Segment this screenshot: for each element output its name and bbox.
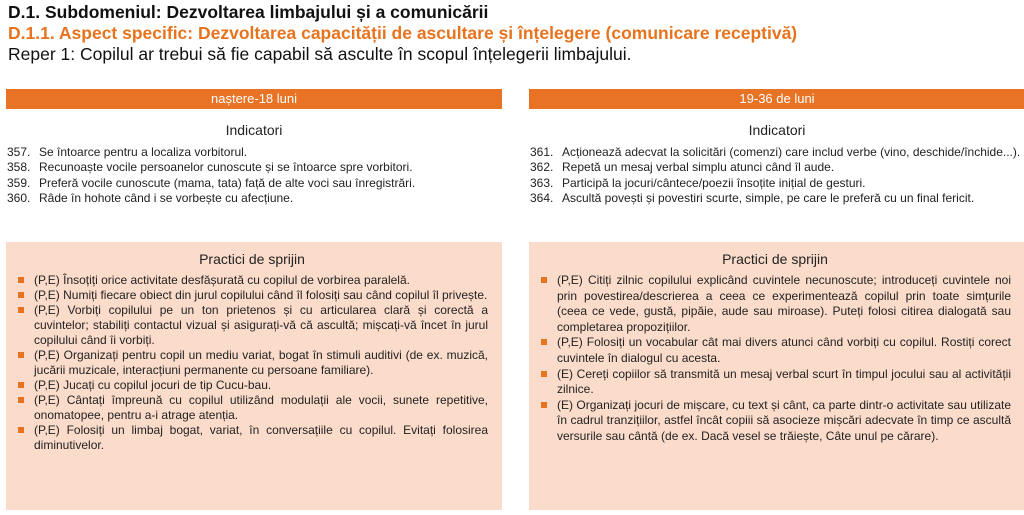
indicator-text: Recunoaște vocile persoanelor cunoscute și se întoarce spre vorbitori. xyxy=(39,160,413,175)
practice-item xyxy=(16,288,488,303)
practice-item xyxy=(539,367,1011,398)
practice-item xyxy=(16,348,488,378)
practice-text: (P,E) Vorbiți copilului pe un ton prietenos și cu articularea clară și corectă a cuvintelor; stabiliți contactul vizual și asigurați-vă că ascultă; mișcați-vă încet în jurul copilului când îi vorbiți. xyxy=(34,303,488,347)
indicator-number: 357. xyxy=(7,145,31,159)
practices-panel-right xyxy=(529,242,1024,510)
practice-text: (P,E) Însoțiți orice activitate desfășurată cu copilul de vorbirea paralelă. xyxy=(34,273,410,287)
practices-title-left: Practici de sprijin xyxy=(199,251,305,267)
square-bullet-icon xyxy=(18,352,24,358)
square-bullet-icon xyxy=(541,339,547,345)
practice-text: (P,E) Folosiți un limbaj bogat, variat, în conversațiile cu copilul. Evitați folosirea diminutivelor. xyxy=(34,423,488,452)
square-bullet-icon xyxy=(18,277,24,283)
practice-item xyxy=(16,273,488,288)
practice-text: (P,E) Cântați împreună cu copilul utilizând modulații ale vocii, sunete repetitive, onomatopee, pentru a-i atrage atenția. xyxy=(34,393,488,422)
square-bullet-icon xyxy=(18,427,24,433)
indicator-number: 360. xyxy=(7,190,31,205)
practices-title-right: Practici de sprijin xyxy=(722,251,828,267)
practice-text: (P,E) Organizați pentru copil un mediu variat, bogat în stimuli auditivi (de ex. muzică, jucării muzicale, interacțiuni permanente cu persoane familiare). xyxy=(34,348,488,377)
indicator-text: Repetă un mesaj verbal simplu atunci când îl aude. xyxy=(562,160,835,175)
indicator-number: 362. xyxy=(530,160,554,175)
indicator-text: Se întoarce pentru a localiza vorbitorul. xyxy=(39,145,248,159)
practices-panel-left xyxy=(6,242,502,510)
practice-text: (E) Organizați jocuri de mișcare, cu text și cânt, ca parte dintr-o activitate sau utilizate în cadrul tranzițiilor, astfel încât copiii să asocieze mișcări adecvate în timp ce ascultă versurile sau cântă (de ex. Dacă vesel se trăiește, Câte unul pe cărare). xyxy=(557,397,1011,443)
indicator-item xyxy=(7,145,502,160)
reper-heading: Reper 1: Copilul ar trebui să fie capabil să asculte în scopul înțelegerii limbajului. xyxy=(8,44,632,64)
indicator-item xyxy=(7,160,502,175)
practice-item xyxy=(16,423,488,453)
indicator-number: 359. xyxy=(7,175,31,190)
practice-item xyxy=(539,273,1011,335)
practice-item xyxy=(539,398,1011,445)
indicator-text: Participă la jocuri/cântece/poezii însoțite inițial de gesturi. xyxy=(562,175,866,190)
indicator-item xyxy=(530,160,1024,175)
square-bullet-icon xyxy=(18,382,24,388)
indicator-number: 358. xyxy=(7,160,31,175)
practices-list-left xyxy=(16,273,488,453)
square-bullet-icon xyxy=(18,397,24,403)
practice-item xyxy=(16,393,488,423)
practice-text: (P,E) Folosiți un vocabular cât mai divers atunci când vorbiți cu copilul. Rostiți corect cuvintele în dialogul cu acesta. xyxy=(557,335,1011,365)
indicator-item xyxy=(530,191,1024,206)
age-bar-left: naștere-18 luni xyxy=(6,89,502,109)
practice-text: (P,E) Citiți zilnic copilului explicând cuvintele necunoscute; introduceți cuvintele noi prin povestirea/descrierea a ceea ce experimentează copilul prin toate simțurile (ceea ce vede, gustă, pipăie, aude sau miroase). Puteți folosi citirea dialogată sau completarea propozițiilor. xyxy=(557,273,1011,334)
aspect-heading: D.1.1. Aspect specific: Dezvoltarea capacității de ascultare și înțelegere (comunicare receptivă) xyxy=(8,23,798,43)
indicator-item xyxy=(530,176,1024,191)
square-bullet-icon xyxy=(18,292,24,298)
indicator-number: 361. xyxy=(530,145,554,159)
indicator-item xyxy=(530,145,1024,160)
indicators-title-right: Indicatori xyxy=(748,122,806,138)
practice-item xyxy=(539,335,1011,366)
age-bar-right: 19-36 de luni xyxy=(529,89,1024,109)
indicator-number: 363. xyxy=(530,175,554,190)
indicator-item xyxy=(7,176,502,191)
practice-item xyxy=(16,303,488,348)
indicator-text: Preferă vocile cunoscute (mama, tata) față de alte voci sau înregistrări. xyxy=(39,175,416,190)
square-bullet-icon xyxy=(541,402,547,408)
practice-text: (E) Cereți copiilor să transmită un mesaj verbal scurt în timpul jocului sau al activității zilnice. xyxy=(557,366,1011,397)
practice-text: (P,E) Numiți fiecare obiect din jurul copilului când îl folosiți sau când copilul îl privește. xyxy=(34,288,488,302)
square-bullet-icon xyxy=(18,307,24,313)
practice-item xyxy=(16,378,488,393)
right-column xyxy=(529,89,1024,206)
indicator-text: Acționează adecvat la solicitări (comenzi) care includ verbe (vino, deschide/închide...). xyxy=(562,145,1021,159)
indicator-text: Ascultă povești și povestiri scurte, simple, pe care le preferă cu un final fericit. xyxy=(562,190,975,205)
indicator-text: Râde în hohote când i se vorbește cu afecțiune. xyxy=(39,190,294,205)
indicators-title-left: Indicatori xyxy=(225,122,283,138)
indicators-list-left xyxy=(6,145,502,206)
subdomain-heading: D.1. Subdomeniul: Dezvoltarea limbajului și a comunicării xyxy=(8,2,489,22)
square-bullet-icon xyxy=(541,277,547,283)
practices-list-right xyxy=(539,273,1011,445)
left-column xyxy=(6,89,502,206)
indicator-item xyxy=(7,191,502,206)
indicators-list-right xyxy=(529,145,1024,206)
practice-text: (P,E) Jucați cu copilul jocuri de tip Cucu-bau. xyxy=(34,378,272,392)
square-bullet-icon xyxy=(541,371,547,377)
indicator-number: 364. xyxy=(530,190,554,205)
